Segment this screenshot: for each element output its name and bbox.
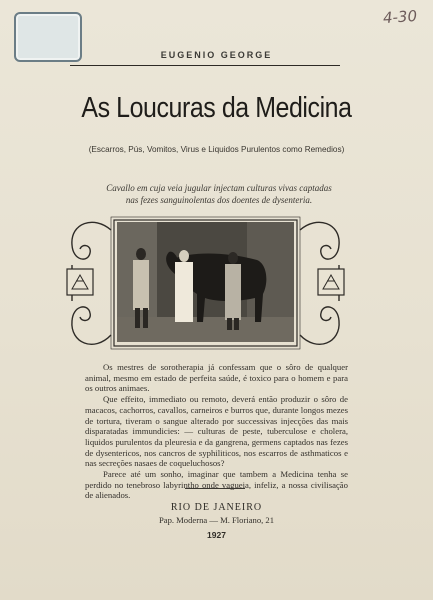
book-subtitle: (Escarros, Pús, Vomitos, Virus e Liquidos Purulentos como Remedios) bbox=[88, 145, 345, 154]
horse-photograph bbox=[117, 222, 294, 342]
publisher: Pap. Moderna — M. Floriano, 21 bbox=[158, 515, 275, 525]
author-name: EUGENIO GEORGE bbox=[160, 50, 273, 60]
book-title: As Loucuras da Medicina bbox=[81, 92, 352, 124]
caption-line-1: Cavallo em cuja veia jugular injectam culturas vivas captadas bbox=[106, 183, 332, 193]
right-emblem-icon bbox=[318, 269, 344, 295]
cover-text bbox=[85, 362, 348, 501]
publication-year: 1927 bbox=[207, 530, 226, 540]
paragraph-3: Parece até um sonho, imaginar que tambem a Medicina tenha se perdido no tenebroso labyrintho onde vagueia, infeliz, a nossa civilisação de alienados. bbox=[85, 469, 348, 501]
left-emblem-icon bbox=[67, 269, 93, 295]
divider-rule bbox=[70, 65, 340, 66]
photo-caption bbox=[84, 182, 354, 206]
paragraph-1: Os mestres de sorotherapia já confessam que o sôro de qualquer animal, mesmo em estado de perfeita saúde, é toxico para o homem e para os outros animaes. bbox=[85, 362, 348, 394]
handwritten-price: 4-30 bbox=[382, 6, 418, 28]
caption-line-2: nas fezes sanguinolentas dos doentes de dysenteria. bbox=[125, 195, 313, 205]
paragraph-2: Que effeito, immediato ou remoto, deverá então produzir o sôro de macacos, cachorros, cavallos, carneiros e burros que, durante longos mezes de tortura, tiveram o sangue alterado por successivas injecções das mais disparatadas immundicies: — culturas de peste, tuberculose e cholera, liquidos purulentos da pleuresia e da gangrena, germens captados nas fezes de dysentericos, nos cancros de syphiliticos, nos escarros de asthmaticos e nas secreções nasaes de coqueluchosos? bbox=[85, 394, 348, 469]
publication-place: RIO DE JANEIRO bbox=[170, 502, 263, 513]
separator-rule bbox=[185, 488, 245, 489]
